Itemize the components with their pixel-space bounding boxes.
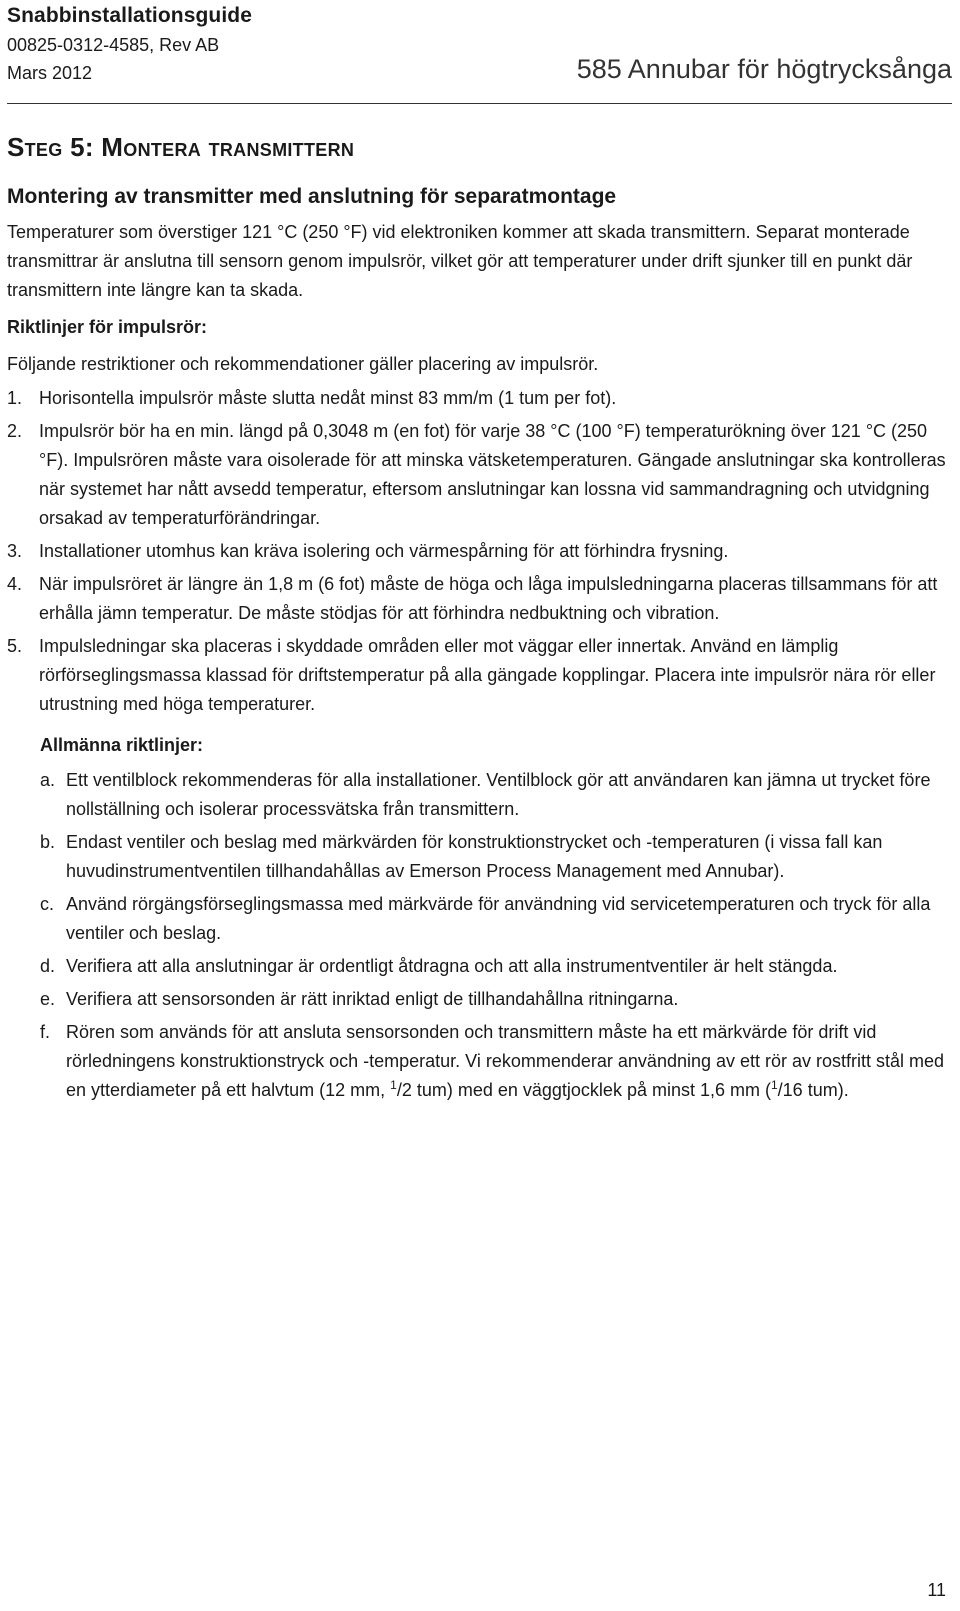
- list-item-text: Endast ventiler och beslag med märkvärden för konstruktionstrycket och -temperaturen (i vissa fall kan huvudinstrumentventilen tillhandahållas av Emerson Process Management med Annubar).: [66, 832, 883, 881]
- list-marker: 3.: [7, 541, 23, 561]
- product-name: 585 Annubar för högtrycksånga: [576, 54, 952, 84]
- page-number: 11: [927, 1580, 946, 1600]
- general-guidelines-list: [7, 766, 957, 1105]
- impulse-guidelines-intro: Följande restriktioner och rekommendationer gäller placering av impulsrör.: [7, 354, 599, 374]
- list-item-text: Ett ventilblock rekommenderas för alla installationer. Ventilblock gör att användaren kan jämna ut trycket före nollställning och isolerar processvätska från transmittern.: [66, 770, 931, 819]
- list-item-text: [66, 1022, 944, 1100]
- list-item: [40, 766, 957, 824]
- page-header: [7, 0, 952, 104]
- list-item-text: Använd rörgängsförseglingsmassa med märkvärde för användning vid servicetemperaturen och tryck för alla ventiler och beslag.: [66, 894, 931, 943]
- list-item: [40, 952, 957, 981]
- list-marker: 4.: [7, 574, 23, 594]
- list-marker: d.: [40, 956, 56, 976]
- list-item-text: Verifiera att alla anslutningar är ordentligt åtdragna och att alla instrumentventiler är helt stängda.: [66, 956, 838, 976]
- impulse-guidelines-heading: Riktlinjer för impulsrör:: [7, 317, 208, 337]
- list-marker: a.: [40, 770, 56, 790]
- list-item: [7, 537, 957, 566]
- list-item-text: När impulsröret är längre än 1,8 m (6 fot) måste de höga och låga impulsledningarna placeras tillsammans för att erhålla jämn temperatur. De måste stödjas för att förhindra nedbuktning och vibration.: [39, 574, 938, 623]
- document-title: Snabbinstallationsguide: [7, 4, 252, 27]
- list-marker: e.: [40, 989, 56, 1009]
- impulse-guidelines-list: [7, 384, 957, 719]
- list-item: [7, 632, 957, 719]
- fraction-numerator: 1: [770, 1078, 778, 1092]
- page-content: [7, 128, 957, 1109]
- list-item: [40, 985, 957, 1014]
- list-marker: c.: [40, 894, 55, 914]
- step-title: Steg 5: Montera transmittern: [7, 132, 355, 162]
- list-item: [7, 417, 957, 533]
- list-item: [40, 1018, 957, 1105]
- general-guidelines-heading: Allmänna riktlinjer:: [40, 735, 204, 755]
- header-divider: [7, 103, 952, 104]
- list-item-text: Impulsledningar ska placeras i skyddade områden eller mot väggar eller innertak. Använd en lämplig rörförseglingsmassa klassad för driftstemperatur på alla gängade kopplingar. Placera inte impulsrör nära rör eller utrustning med höga temperaturer.: [39, 636, 936, 714]
- list-item-text: Installationer utomhus kan kräva isolering och värmespårning för att förhindra frysning.: [39, 541, 729, 561]
- fraction-denominator: /2: [396, 1080, 412, 1100]
- list-marker: 5.: [7, 636, 23, 656]
- fraction-denominator: /16: [777, 1080, 803, 1100]
- list-item: [7, 570, 957, 628]
- list-marker: 2.: [7, 421, 23, 441]
- text-segment: tum).: [802, 1080, 849, 1100]
- list-item: [7, 384, 957, 413]
- list-item: [40, 828, 957, 886]
- list-item-text: Impulsrör bör ha en min. längd på 0,3048 m (en fot) för varje 38 °C (100 °F) temperaturökning över 121 °C (250 °F). Impulsrören måste vara oisolerade för att minska vätsketemperaturen. Gängade anslutningar ska kontrolleras när systemet har nått avsedd temperatur, eftersom anslutningar kan lossna vid sammandragning och utvidgning orsakad av temperaturförändringar.: [39, 421, 946, 528]
- fraction-numerator: 1: [390, 1078, 397, 1092]
- text-segment: tum) med en väggtjocklek på minst 1,6 mm (: [411, 1080, 771, 1100]
- list-item-text: Verifiera att sensorsonden är rätt inriktad enligt de tillhandahållna ritningarna.: [66, 989, 679, 1009]
- intro-paragraph: Temperaturer som överstiger 121 °C (250 °F) vid elektroniken kommer att skada transmittern. Separat monterade transmittrar är anslutna till sensorn genom impulsrör, vilket gör att temperaturer under drift sjunker till en punkt där transmittern inte längre kan ta skada.: [7, 222, 913, 300]
- text-segment: Rören som används för att ansluta sensorsonden och transmittern måste ha ett märkvärde för drift vid rörledningens konstruktionstryck och -temperatur. Vi rekommenderar användning av ett rör av rostfritt stål med en ytterdiameter på ett halvtum (12 mm,: [66, 1022, 945, 1100]
- document-number: 00825-0312-4585, Rev AB: [7, 35, 220, 55]
- list-item-text: Horisontella impulsrör måste slutta nedåt minst 83 mm/m (1 tum per fot).: [39, 388, 617, 408]
- section-subtitle: Montering av transmitter med anslutning för separatmontage: [7, 185, 617, 208]
- list-marker: 1.: [7, 388, 23, 408]
- list-marker: f.: [40, 1022, 51, 1042]
- document-date: Mars 2012: [7, 63, 93, 83]
- list-marker: b.: [40, 832, 56, 852]
- list-item: [40, 890, 957, 948]
